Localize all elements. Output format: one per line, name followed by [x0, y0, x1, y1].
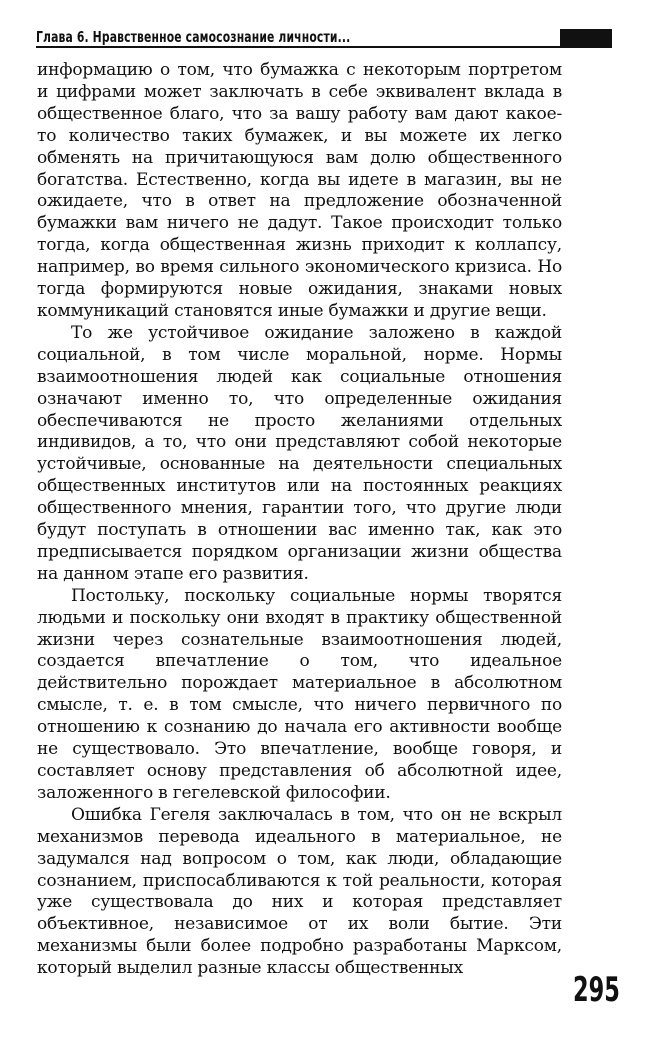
page-number: 295 [573, 970, 620, 1010]
header-rule [36, 46, 612, 48]
paragraph-continued: информацию о том, что бумажка с некоторым портретом и цифрами может заключать в себе эквивалент вклада в общественное благо, что за вашу работу вам дают какое-то количество таких бумажек, и вы можете их легко обменять на причитающуюся вам долю общественного богатства. Естественно, когда вы идете в магазин, вы не ожидаете, что в ответ на предложение обозначенной бумажки вам ничего не дадут. Такое происходит только тогда, когда общественная жизнь приходит к коллапсу, например, во время сильного экономического кризиса. Но тогда формируются новые ожидания, знаками новых коммуникаций становятся иные бумажки и другие вещи. [37, 60, 562, 321]
paragraph-norms: То же устойчивое ожидание заложено в каждой социальной, в том числе моральной, норме. Нормы взаимоотношения людей как социальные отношения означают именно то, что определенные ожидания обеспечиваются не просто желаниями отдельных индивидов, а то, что они представляют собой некоторые устойчивые, основанные на деятельности специальных общественных институтов или на постоянных реакциях общественного мнения, гарантии того, что другие люди будут поступать в отношении вас именно так, как это предписывается порядком организации жизни общества на данном этапе его развития. [37, 322, 562, 584]
paragraph-ideal: Постольку, поскольку социальные нормы творятся людьми и поскольку они входят в практику общественной жизни через сознательные взаимоотношения людей, создается впечатление о том, что идеальное действительно порождает материальное в абсолютном смысле, т. е. в том смысле, что ничего первичного по отношению к сознанию до начала его активности вообще не существовало. Это впечатление, вообще говоря, и составляет основу представления об абсолютной идее, заложенного в гегелевской философии. [37, 585, 562, 803]
body-text [37, 60, 562, 980]
running-head-title: Глава 6. Нравственное самосознание личности... [36, 28, 351, 46]
paragraph-hegel: Ошибка Гегеля заключалась в том, что он не вскрыл механизмов перевода идеального в материальное, не задумался над вопросом о том, как люди, обладающие сознанием, приспосабливаются к той реальности, которая уже существовала до них и которая представляет объективное, независимое от их воли бытие. Эти механизмы были более подробно разработаны Марксом, который выделил разные классы общественных [37, 804, 562, 979]
running-header [36, 26, 612, 48]
